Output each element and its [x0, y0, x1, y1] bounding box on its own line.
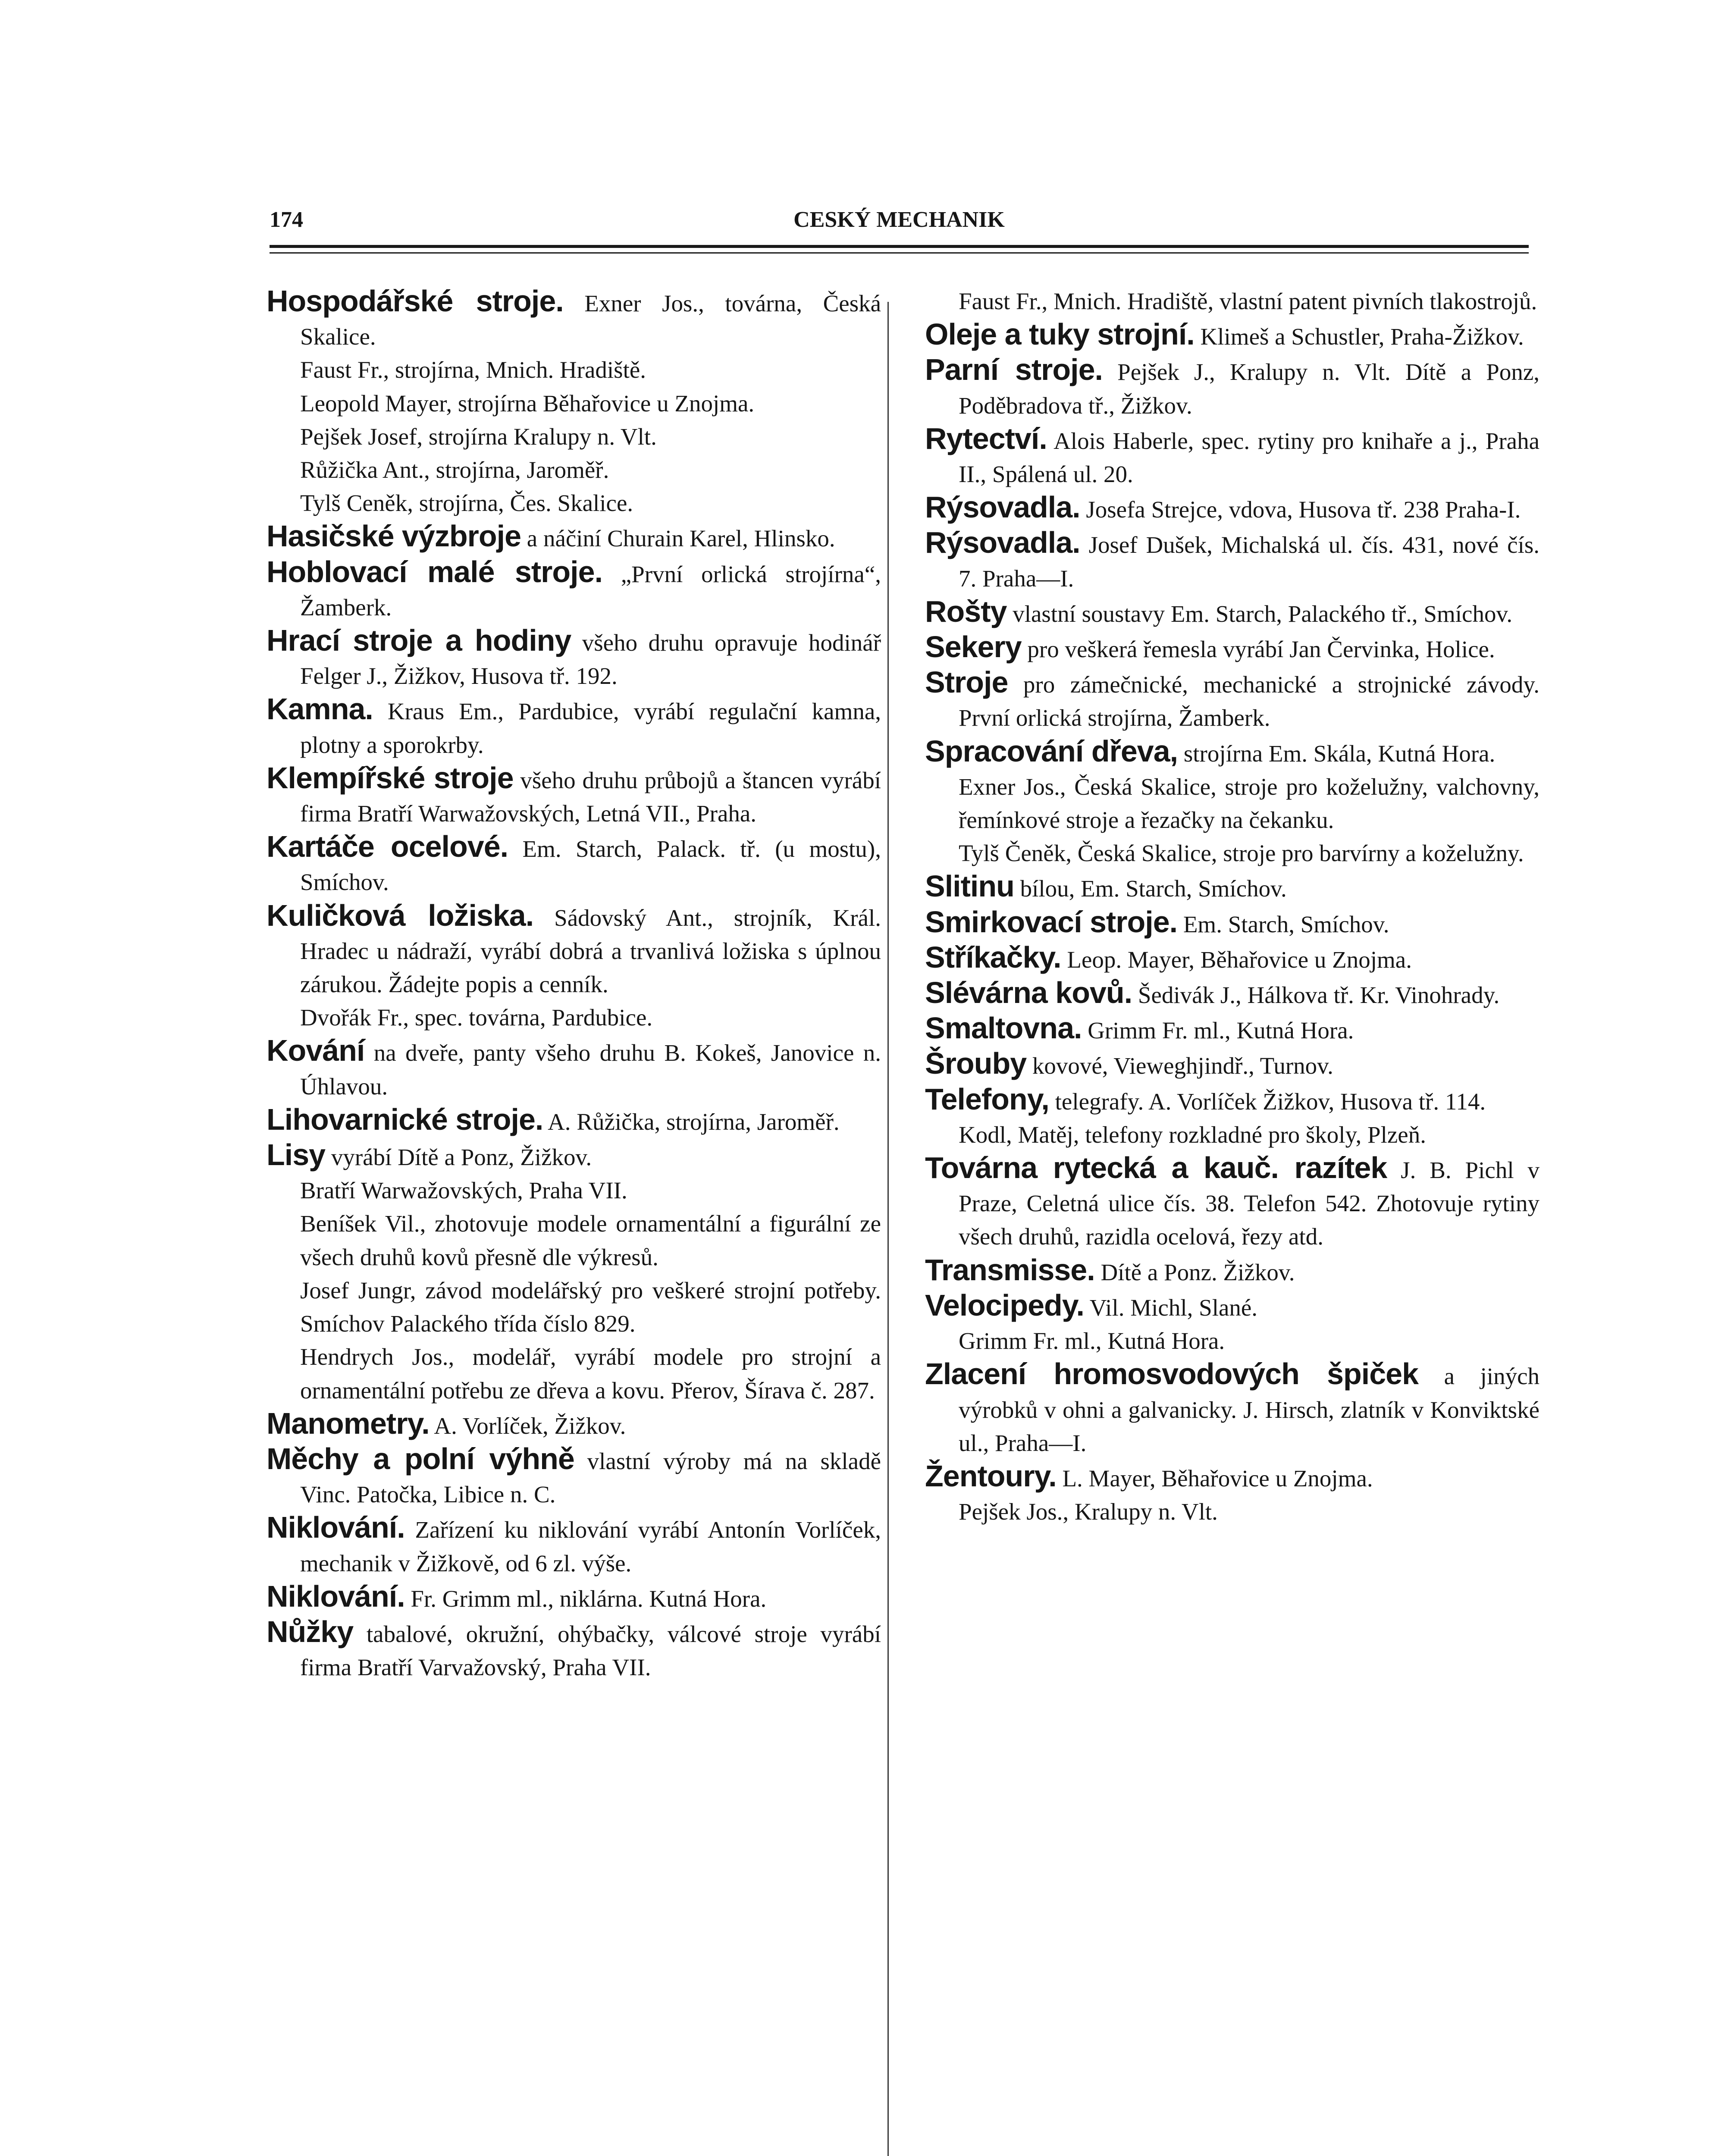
running-title: CESKÝ MECHANIK — [793, 207, 1005, 232]
entry-text: Leop. Mayer, Běhařovice u Znojma. — [1067, 946, 1412, 973]
entry-heading: Hoblovací malé stroje. — [266, 555, 603, 589]
directory-entry — [925, 1460, 1539, 1495]
directory-entry — [266, 830, 881, 899]
directory-entry — [266, 1511, 881, 1579]
entry-text: Hendrych Jos., modelář, vyrábí modele pro strojní a ornamentální potřebu ze dřeva a kovu. Přerov, Šírava č. 287. — [300, 1344, 881, 1404]
directory-entry — [266, 1340, 881, 1407]
entry-text: Tylš Ceněk, strojírna, Čes. Skalice. — [300, 490, 633, 517]
entry-heading: Slévárna kovů. — [925, 976, 1132, 1010]
directory-entry — [925, 1324, 1539, 1357]
entry-heading: Sekery — [925, 630, 1022, 664]
entry-text: Klimeš a Schustler, Praha-Žižkov. — [1200, 323, 1524, 350]
directory-entry — [266, 420, 881, 453]
entry-text: vlastní výroby má na skladě Vinc. Patočka, Libice n. C. — [300, 1448, 881, 1508]
directory-entry — [266, 1103, 881, 1138]
entry-heading: Telefony, — [925, 1082, 1049, 1116]
directory-entry — [925, 1357, 1539, 1460]
entry-heading: Lihovarnické stroje. — [266, 1102, 543, 1136]
page-header — [270, 207, 1529, 233]
entry-text: všeho druhu průbojů a štancen vyrábí firma Bratří Warwažovských, Letná VII., Praha. — [300, 767, 881, 827]
directory-entry — [266, 899, 881, 1001]
entry-text: Pejšek Jos., Kralupy n. Vlt. — [959, 1498, 1218, 1525]
header-rule-thick — [270, 245, 1529, 248]
entry-heading: Nůžky — [266, 1614, 354, 1648]
entry-text: Pejšek Josef, strojírna Kralupy n. Vlt. — [300, 423, 657, 450]
entry-text: Tylš Čeněk, Česká Skalice, stroje pro barvírny a koželužny. — [959, 840, 1524, 867]
directory-entry — [266, 453, 881, 486]
entry-heading: Oleje a tuky strojní. — [925, 317, 1195, 351]
entry-text: Kraus Em., Pardubice, vyrábí regulační kamna, plotny a sporokrby. — [300, 698, 881, 758]
entry-text: Zařízení ku niklování vyrábí Antonín Vorlíček, mechanik v Žižkově, od 6 zl. výše. — [300, 1517, 881, 1576]
entry-text: Em. Starch, Palack. tř. (u mostu), Smíchov. — [300, 836, 881, 896]
entry-heading: Lisy — [266, 1138, 326, 1172]
directory-entry — [266, 1407, 881, 1442]
entry-text: Alois Haberle, spec. rytiny pro knihaře a j., Praha II., Spálená ul. 20. — [959, 427, 1540, 488]
entry-text: Vil. Michl, Slané. — [1089, 1294, 1258, 1321]
directory-entry — [266, 761, 881, 830]
entry-text: kovové, Vieweghjindř., Turnov. — [1032, 1053, 1333, 1079]
entry-heading: Hrací stroje a hodiny — [266, 624, 571, 658]
entry-text: Josef Dušek, Michalská ul. čís. 431, nové čís. 7. Praha—I. — [959, 532, 1540, 592]
entry-text: Leopold Mayer, strojírna Běhařovice u Znojma. — [300, 390, 755, 417]
entry-heading: Smirkovací stroje. — [925, 905, 1178, 939]
directory-entry — [925, 837, 1539, 870]
entry-text: A. Vorlíček, Žižkov. — [434, 1412, 626, 1439]
directory-entry — [266, 693, 881, 761]
entry-text: Faust Fr., Mnich. Hradiště, vlastní patent pivních tlakostrojů. — [959, 288, 1537, 314]
entry-heading: Stroje — [925, 665, 1008, 699]
directory-entry — [925, 1253, 1539, 1289]
entry-heading: Stříkačky. — [925, 940, 1061, 974]
directory-entry — [266, 1580, 881, 1615]
directory-entry — [925, 353, 1539, 422]
directory-entry — [266, 1034, 881, 1103]
entry-heading: Transmisse. — [925, 1253, 1095, 1287]
entry-heading: Měchy a polní výhně — [266, 1442, 574, 1476]
entry-text: všeho druhu opravuje hodinář Felger J., Žižkov, Husova tř. 192. — [300, 630, 881, 689]
entry-text: na dveře, panty všeho druhu B. Kokeš, Janovice n. Úhlavou. — [300, 1040, 881, 1100]
directory-entry — [925, 1118, 1539, 1151]
entry-text: pro veškerá řemesla vyrábí Jan Červinka, Holice. — [1027, 636, 1495, 663]
entry-heading: Šrouby — [925, 1047, 1027, 1081]
entry-text: Kodl, Matěj, telefony rozkladné pro školy, Plzeň. — [959, 1121, 1426, 1148]
entry-text: L. Mayer, Běhařovice u Znojma. — [1062, 1465, 1373, 1492]
directory-entry — [925, 1047, 1539, 1082]
entry-heading: Parní stroje. — [925, 353, 1103, 387]
entry-text: Šedivák J., Hálkova tř. Kr. Vinohrady. — [1138, 982, 1500, 1009]
entry-heading: Hospodářské stroje. — [266, 284, 564, 318]
entry-text: tabalové, okružní, ohýbačky, válcové stroje vyrábí firma Bratří Varvažovský, Praha VII. — [300, 1620, 881, 1681]
directory-entry — [925, 1289, 1539, 1324]
directory-entry — [925, 422, 1539, 491]
entry-heading: Smaltovna. — [925, 1011, 1082, 1045]
entry-text: vyrábí Dítě a Ponz, Žižkov. — [331, 1144, 592, 1171]
directory-entry — [925, 941, 1539, 976]
directory-entry — [266, 353, 881, 386]
entry-text: strojírna Em. Skála, Kutná Hora. — [1183, 740, 1496, 767]
directory-entry — [925, 526, 1539, 595]
entry-text: Dítě a Ponz. Žižkov. — [1100, 1259, 1295, 1285]
entry-text: J. B. Pichl v Praze, Celetná ulice čís. 38. Telefon 542. Zhotovuje rytiny všech druhů, razidla ocelová, řezy atd. — [959, 1157, 1539, 1250]
directory-entry — [925, 976, 1539, 1012]
directory-entry — [266, 520, 881, 555]
directory-entry — [266, 1442, 881, 1511]
entry-heading: Rošty — [925, 594, 1007, 628]
entry-text: Exner Jos., Česká Skalice, stroje pro koželužny, valchovny, řemínkové stroje a řezačky na čekanku. — [959, 773, 1539, 834]
entry-text: Beníšek Vil., zhotovuje modele ornamentální a figurální ze všech druhů kovů přesně dle výkresů. — [300, 1210, 881, 1270]
header-rule-thin — [270, 252, 1529, 254]
entry-text: Josefa Strejce, vdova, Husova tř. 238 Praha-I. — [1086, 496, 1521, 523]
entry-text: Faust Fr., strojírna, Mnich. Hradiště. — [300, 357, 646, 383]
entry-text: A. Růžička, strojírna, Jaroměř. — [548, 1108, 840, 1135]
entry-text: Exner Jos., továrna, Česká Skalice. — [300, 290, 881, 350]
directory-entry — [925, 1083, 1539, 1118]
entry-heading: Hasičské výzbroje — [266, 519, 521, 553]
entry-heading: Velocipedy. — [925, 1288, 1084, 1322]
directory-entry — [925, 1151, 1539, 1253]
directory-entry — [266, 1174, 881, 1207]
directory-entry — [266, 1207, 881, 1273]
entry-text: telegrafy. A. Vorlíček Žižkov, Husova tř. 114. — [1055, 1088, 1486, 1115]
entry-heading: Kartáče ocelové. — [266, 830, 508, 864]
entry-heading: Niklování. — [266, 1579, 405, 1613]
entry-text: Josef Jungr, závod modelářský pro veškeré strojní potřeby. Smíchov Palackého třída číslo 829. — [300, 1277, 881, 1337]
directory-entry — [925, 630, 1539, 666]
entry-text: Grimm Fr. ml., Kutná Hora. — [1088, 1017, 1354, 1044]
entry-heading: Klempířské stroje — [266, 761, 514, 795]
entry-heading: Spracování dřeva, — [925, 734, 1178, 768]
directory-entry — [925, 318, 1539, 353]
directory-entry — [925, 870, 1539, 905]
directory-entry — [925, 595, 1539, 630]
column-divider — [887, 302, 889, 2156]
entry-text: Dvořák Fr., spec. továrna, Pardubice. — [300, 1004, 653, 1031]
entry-text: vlastní soustavy Em. Starch, Palackého tř., Smíchov. — [1013, 600, 1513, 627]
entry-text: Fr. Grimm ml., niklárna. Kutná Hora. — [411, 1585, 767, 1612]
entry-text: Grimm Fr. ml., Kutná Hora. — [959, 1328, 1225, 1354]
page-number: 174 — [270, 207, 303, 232]
right-column — [925, 285, 1539, 1528]
directory-entry — [266, 285, 881, 353]
directory-entry — [266, 1001, 881, 1034]
entry-heading: Továrna rytecká a kauč. razítek — [925, 1151, 1387, 1185]
directory-entry — [266, 624, 881, 693]
entry-text: Em. Starch, Smíchov. — [1183, 911, 1389, 937]
left-column — [266, 285, 881, 1684]
entry-text: Bratří Warwažovských, Praha VII. — [300, 1177, 627, 1204]
entry-heading: Kuličková ložiska. — [266, 898, 534, 932]
entry-text: Pejšek J., Kralupy n. Vlt. Dítě a Ponz, Poděbradova tř., Žižkov. — [959, 359, 1540, 419]
entry-heading: Slitinu — [925, 869, 1014, 903]
entry-heading: Žentoury. — [925, 1459, 1057, 1493]
directory-entry — [925, 1495, 1539, 1528]
directory-entry — [266, 1274, 881, 1340]
directory-entry — [266, 555, 881, 624]
entry-heading: Kování — [266, 1034, 365, 1068]
entry-text: Sádovský Ant., strojník, Král. Hradec u nádraží, vyrábí dobrá a trvanlivá ložiska s úplnou zárukou. Žádejte popis a cenník. — [300, 904, 881, 998]
directory-entry — [925, 285, 1539, 318]
directory-entry — [925, 491, 1539, 526]
entry-heading: Niklování. — [266, 1510, 405, 1545]
directory-entry — [925, 1012, 1539, 1047]
entry-heading: Rýsovadla. — [925, 526, 1080, 560]
directory-entry — [266, 1138, 881, 1174]
entry-text: bílou, Em. Starch, Smíchov. — [1020, 875, 1287, 902]
entry-heading: Rýsovadla. — [925, 490, 1080, 524]
entry-heading: Zlacení hromosvodových špiček — [925, 1357, 1419, 1391]
entry-text: pro zámečnické, mechanické a strojnické závody. První orlická strojírna, Žamberk. — [959, 671, 1539, 731]
directory-entry — [925, 666, 1539, 734]
directory-entry — [266, 486, 881, 520]
entry-text: Růžička Ant., strojírna, Jaroměř. — [300, 457, 609, 483]
entry-heading: Kamna. — [266, 692, 373, 726]
directory-entry — [266, 1615, 881, 1684]
directory-entry — [925, 770, 1539, 837]
entry-text: a jiných výrobků v ohni a galvanicky. J. Hirsch, zlatník v Konviktské ul., Praha—I. — [959, 1363, 1539, 1456]
entry-text: „První orlická strojírna“, Žamberk. — [300, 561, 881, 620]
directory-entry — [925, 906, 1539, 941]
directory-entry — [266, 387, 881, 420]
directory-entry — [925, 735, 1539, 770]
entry-heading: Manometry. — [266, 1406, 430, 1440]
entry-heading: Rytectví. — [925, 421, 1047, 455]
entry-text: a náčiní Churain Karel, Hlinsko. — [527, 525, 835, 552]
